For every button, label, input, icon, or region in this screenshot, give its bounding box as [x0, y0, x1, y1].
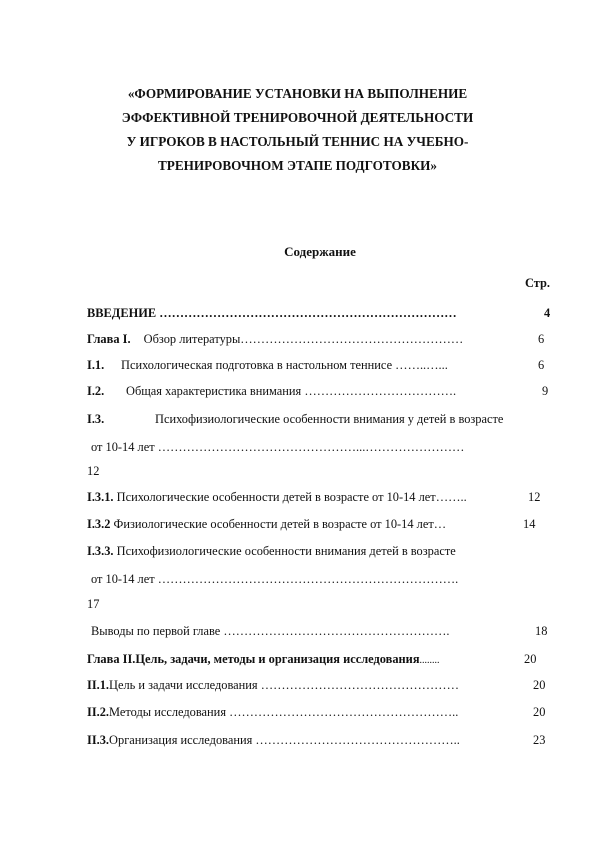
toc-ii2-text: Методы исследования ………………………………………………..: [109, 705, 459, 719]
toc-conclusions-page: 18: [535, 624, 548, 638]
toc-i2-page: 9: [542, 384, 549, 398]
toc-ii2-number: II.2.: [87, 705, 110, 719]
toc-i31-text: Психологические особенности детей в возрасте от 10-14 лет……..: [116, 490, 467, 504]
toc-entry-i32: [87, 517, 446, 532]
toc-i1-number: I.1.: [87, 358, 105, 372]
toc-i32-text: Физиологические особенности детей в возрасте от 10-14 лет…: [113, 517, 447, 531]
page-column-label: Стр.: [525, 276, 551, 290]
toc-entry-i31: [87, 490, 467, 505]
toc-ch1-text: Обзор литературы………………………………………………: [143, 332, 464, 346]
toc-intro-page: 4: [544, 306, 551, 320]
title-line-1: «ФОРМИРОВАНИЕ УСТАНОВКИ НА ВЫПОЛНЕНИЕ: [127, 86, 468, 101]
toc-i3-number: I.3.: [87, 412, 105, 426]
toc-i32-number: I.3.2: [87, 517, 111, 531]
toc-ch2-label: Глава II.Цель, задачи, методы и организация исследования: [87, 652, 420, 666]
toc-ii3-text: Организация исследования …………………………………………..: [109, 733, 460, 747]
toc-i33-number: I.3.3.: [87, 544, 114, 558]
toc-entry-ii3: [87, 733, 460, 748]
toc-i33-page: 17: [87, 597, 100, 611]
toc-ch1-number: Глава I.: [87, 332, 131, 346]
toc-conclusions-text: Выводы по первой главе ……………………………………………….: [91, 624, 450, 638]
toc-entry-ch2: [87, 652, 440, 667]
toc-ii1-page: 20: [533, 678, 546, 692]
title-line-3: У ИГРОКОВ В НАСТОЛЬНЫЙ ТЕННИС НА УЧЕБНО-: [126, 134, 469, 149]
toc-i2-text: Общая характеристика внимания ……………………………….: [126, 384, 457, 398]
toc-entry-ii1: [87, 678, 459, 693]
toc-entry-ii2: [87, 705, 458, 720]
toc-i31-number: I.3.1.: [87, 490, 114, 504]
toc-i3-page: 12: [87, 464, 100, 478]
toc-ii1-number: II.1.: [87, 678, 110, 692]
toc-ii3-number: II.3.: [87, 733, 110, 747]
toc-i3-text: Психофизиологические особенности внимания у детей в возрасте: [155, 412, 504, 426]
toc-entry-ch1: [87, 332, 463, 347]
toc-intro-label: ВВЕДЕНИЕ ………………………………………………………………: [87, 306, 457, 320]
toc-i1-text: Психологическая подготовка в настольном теннисе ……..…...: [121, 358, 448, 372]
toc-ii2-page: 20: [533, 705, 546, 719]
title-line-4: ТРЕНИРОВОЧНОМ ЭТАПЕ ПОДГОТОВКИ»: [157, 158, 438, 173]
toc-i2-number: I.2.: [87, 384, 105, 398]
document-title: [95, 82, 500, 178]
toc-i33-continuation: от 10-14 лет ……………………………………………………………….: [91, 572, 459, 586]
contents-heading: Содержание: [284, 244, 356, 259]
toc-ch1-page: 6: [538, 332, 545, 346]
title-line-2: ЭФФЕКТИВНОЙ ТРЕНИРОВОЧНОЙ ДЕЯТЕЛЬНОСТИ: [121, 110, 474, 125]
toc-i3-continuation: от 10-14 лет …………………………………………...……………………: [91, 440, 465, 454]
toc-i32-page: 14: [523, 517, 536, 531]
toc-ch2-dots: ........: [419, 655, 440, 666]
toc-i33-text: Психофизиологические особенности внимания детей в возрасте: [116, 544, 456, 558]
toc-ii3-page: 23: [533, 733, 546, 747]
toc-ch2-page: 20: [524, 652, 537, 666]
toc-i31-page: 12: [528, 490, 541, 504]
toc-ii1-text: Цель и задачи исследования …………………………………………: [109, 678, 459, 692]
toc-i1-page: 6: [538, 358, 545, 372]
toc-entry-i33: [87, 544, 456, 559]
